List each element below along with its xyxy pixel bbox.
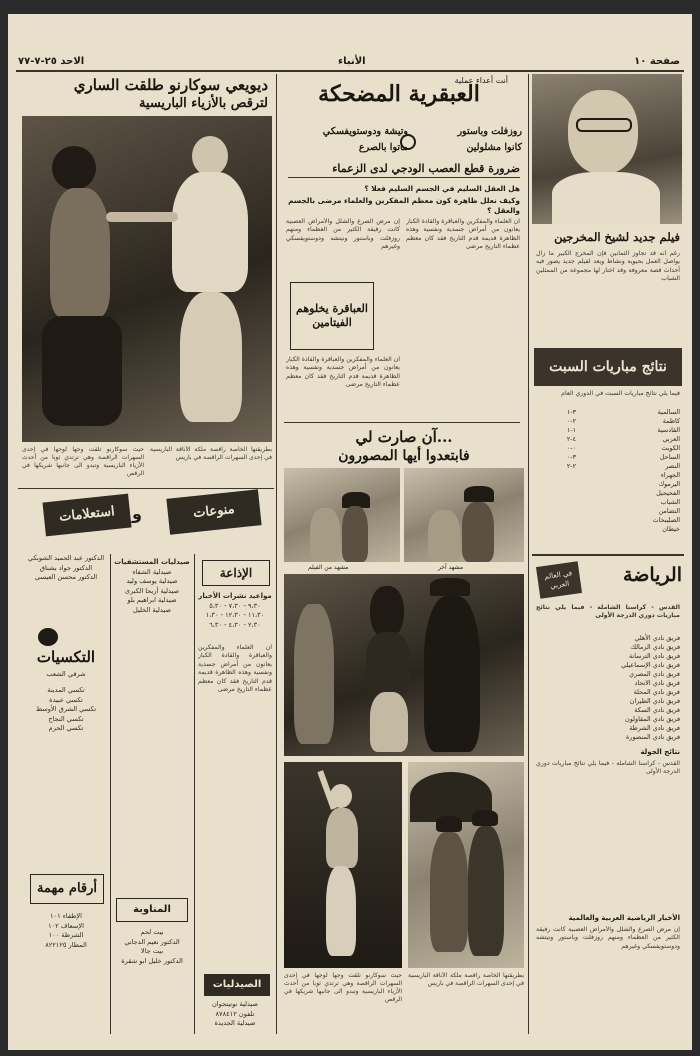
team: السالمية [657,408,680,416]
team: التضامن [658,507,680,515]
team: العربي [662,435,680,443]
newspaper-page [8,14,692,1050]
photo-couple-right [404,468,524,562]
taxi-entry: تكسي النجاح [48,714,84,723]
score: ٣-٠ [566,453,576,461]
team: خيطان [662,525,680,533]
photo-caption-a: مشهد من الفيلم [308,564,349,571]
genius-kicker: أنت أعداء عملية [454,76,508,85]
photo-headline-1: آن صارت لي... [355,428,453,446]
column-rule [276,74,277,1034]
genius-names-1: روزفلت وباستور [457,126,522,137]
genius-names-2: وتيشة ودوستويفسكي [322,126,408,137]
duty-entry: الدكتور خليل ابو شقرة [121,956,183,965]
newspaper-name: الأنباء [338,56,366,67]
score: ٠-٠ [566,444,576,452]
phone-entry: الإسعاف ١٠٢ [48,921,84,930]
dance-caption-right: بطريقتها الخاصة راقصة ملكة الأناقة الباريسية في إحدى السهرات الراقصة في باريس [150,446,272,461]
genius-body-continued: أن العلماء والمفكرين والعباقرة والقادة الكبار يعانون من أمراض جسدية ونفسية وهذه الظاهرة قديمة قدم التاريخ فقد كان معظم عظماء التاريخ مرضى [286,356,400,389]
sports-intro: القدس - كراسنا الشاملة - فيما يلي نتائج مباريات دوري الدرجة الأولى [536,604,680,620]
genius-body-left: إن مرض الصرع والشلل والأمراض العصبية كانت رفيقة الكثير من العظماء ومنهم روزفلت وباستور ونيتشه ودوستويفسكي وغيرهم [286,218,400,251]
doctor-entry: الدكتور جواد بشناق [39,563,93,572]
issue-date: الاحد ٢٥-٧-٧٧ [18,56,85,67]
photo-caption-bottom-left: حيث سوكارنو تلقت وجها لوجها في إحدى السهرات الراقصة وهي ترتدي ثوبا من أحدث الأزياء الباريسية وتبدو الى جانبها شريكها في الرقص [284,972,402,1003]
sports-foot-head: الأخبار الرياضية العربية والعالمية [568,914,680,922]
pharmacies-banner: الصيدليات [204,974,270,996]
pharmacy-entry: صيدلية ابراهيم بلو [127,596,177,605]
sports-row: فريق نادي الترسانة [628,652,680,660]
photo-caption-b: مشهد آخر [438,564,464,571]
sports-row: فريق نادي الأهلي [634,634,680,642]
sports-row: فريق نادي المنصورة [626,733,680,741]
team: الفحيحيل [656,489,680,497]
doctor-entry: الدكتور عبد الحميد الشوبكي [27,554,105,562]
score: ٢-٢ [566,462,576,470]
photo-caption-bottom-right: بطريقتها الخاصة راقصة ملكة الأناقة الباريسية في إحدى السهرات الراقصة في باريس [408,972,524,987]
sports-list [536,634,680,742]
genius-point-1: هل العقل السليم في الجسم السليم فعلا ؟ [364,184,520,193]
director-portrait [532,74,682,224]
phone-entry: الإطفاء ١٠١ [49,912,82,920]
sports-badge: في العالم العربي [536,561,582,599]
film-headline: فيلم جديد لشيخ المخرجين [554,230,680,244]
taxi-icon [38,628,58,646]
taxis-sub: شرقي الشعب [46,670,86,678]
radio-program-text: أن العلماء والمفكرين والعباقرة والقادة الكبار يعانون من أمراض جسدية ونفسية وهذه الظاهرة قديمة قدم التاريخ فقد كان معظم عظماء التاريخ مرضى [198,644,272,694]
night-duty-title: المناوبة [116,898,188,922]
genius-names-3: كانوا مشلولين [466,142,522,153]
page-number: صفحة ١٠ [634,56,680,67]
taxi-entry: تكسي المدينة [47,686,85,694]
duty-list [112,928,192,966]
phone-entry: المطار ٨٢٢١٢٥ [45,940,87,949]
duty-entry: الدكتور نعيم الدجاني [124,937,180,946]
pharm-night-entry: صيدلية الجديدة [214,1019,256,1028]
taxis-title: التكسيات [36,648,96,666]
and-glyph: و [132,504,142,523]
radio-line: مواعيد نشرات الأخبار [198,592,272,600]
phone-list [24,912,108,950]
results-scores-col [536,408,576,534]
numbers-title: أرقام مهمة [30,874,104,904]
dance-photo [22,116,272,442]
sports-row: فريق نادي السكة [634,706,680,714]
score: ٢-٠ [566,417,576,425]
film-body: رغم أنه قد تجاوز الثمانين فإن المخرج الكبير ما زال يواصل العمل بحيوية ونشاط ويعد لفيلم جديد يصور فيه أحداث قصة معروفة وقد اختار لها مجموعة من الممثلين الشباب [536,250,680,283]
pharmacy-entry: صيدلية الشفاء [132,567,172,576]
team: النصر [665,462,680,470]
sports-row: فريق نادي المحلة [633,688,680,696]
photo-pair-standing [284,574,524,756]
photo-umbrella-pair [408,762,524,968]
sports-row: فريق نادي الزمالك [630,643,680,651]
results-intro: فيما يلي نتائج مباريات السبت في الدوري العام [561,390,680,397]
sports-row: فريق نادي الشرطة [629,724,680,732]
team: الصليبخات [652,516,680,524]
genius-names-4: ماتوا بالصرع [358,142,408,153]
radio-title: الإذاعة [202,560,270,586]
taxi-entry: تكسي الحرم [48,724,84,733]
doctor-entry: الدكتور محسن العيسى [34,573,98,582]
genius-point-2: وكيف نعلل ظاهرة كون معظم المفكرين والعلماء مرضى بالجسم والعقل ؟ [288,196,520,215]
pharm-night-entry: صيدلية نوتيتجوان [211,1000,259,1008]
radio-schedule [196,592,274,630]
team: القادسية [657,426,680,434]
dance-caption-left: حيث سوكارنو تلقت وجها لوجها في إحدى السهرات الراقصة وهي ترتدي ثوبا من أحدث الأزياء الباريسية وتبدو الى جانبها شريكها في الرقص [22,446,144,477]
taxi-list [24,686,108,734]
results-table [536,408,680,534]
team: الجهراء [660,471,680,479]
sports-section-head: نتائج الجولة [640,748,680,756]
score: ٤-٢ [566,435,576,443]
sports-row: فريق نادي الإسماعيلي [621,661,680,669]
info-banner: استعلامات [42,494,131,537]
sports-foot-body: إن مرض الصرع والشلل والأمراض العصبية كانت رفيقة الكثير من العظماء ومنهم روزفلت وباستور ونيتشه ودوستويفسكي وغيرهم [536,926,680,950]
team: اليرموك [658,480,680,488]
genius-subhead: ضرورة قطع العصب الودجي لدى الزعماء [288,162,520,178]
radio-line: ١١،٣٠ - ١٢،٣٠ - ١،٣٠ [205,611,265,620]
results-banner: نتائج مباريات السبت [534,348,682,386]
team: الكويت [661,444,680,452]
sports-row: فريق نادي المصري [629,670,680,678]
radio-line: ٩،٣٠ - ٧،٣٠ - ٥،٣٠ [209,601,261,610]
sports-row: فريق نادي المقاولون [625,715,680,723]
sports-body: القدس - كراسنا الشاملة - فيما يلي نتائج مباريات دوري الدرجة الأولى [536,760,680,776]
photo-couple-left [284,468,400,562]
misc-banner: منوعات [166,489,261,534]
doctors-column [24,554,108,583]
genius-body-right: أن العلماء والمفكرين والعباقرة والقادة الكبار يعانون من أمراض جسدية ونفسية وهذه الظاهرة قديمة قدم التاريخ فقد كان معظم عظماء التاريخ مرضى [406,218,520,251]
sports-row: فريق نادي الطيران [629,697,680,705]
taxi-entry: تكسي الشرق الأوسط [35,705,97,714]
pharmacy-dept: صيدليات المستشفيات [114,558,190,566]
dance-headline-2: لترقص بالأزياء الباريسية [138,96,268,111]
pharmacy-entry: صيدلية الخليل [133,605,171,614]
pharm-night-entry: تلفون ٨٧٨٤١٢ [215,1009,255,1018]
dance-headline-1: ديويعي سوكارنو طلقت الساري [73,76,268,94]
duty-entry: بيت جالا [140,947,164,956]
sports-row: فريق نادي الاتحاد [634,679,680,687]
pharmacy-entry: صيدلية أريحا الكبرى [124,586,180,595]
photo-headline-2: فابتعدوا أيها المصورون [338,448,470,464]
team: الساحل [659,453,680,461]
score: ١-١ [566,426,576,434]
pharmacy-night-list [196,1000,274,1029]
pharmacy-column [112,558,192,616]
team: كاظمة [662,417,680,425]
photo-woman-posing [284,762,402,968]
radio-line: ٢،٣٠ - ٤،٣٠ - ٦،٣٠ [209,620,261,629]
team: الشباب [660,498,680,506]
score: ٣-١ [566,408,576,416]
genius-headline: العبقرية المضحكة [318,81,480,107]
pharmacy-entry: صيدلية يوسف وليد [126,577,178,586]
header-rule [16,70,684,72]
duty-entry: بيت لحم [140,928,164,936]
results-teams-col [580,408,680,534]
phone-entry: الشرطة ١٠٠ [48,931,84,940]
taxi-entry: تكسي عبيدة [49,695,83,704]
quote-box [290,282,374,350]
sports-title: الرياضة [623,564,682,586]
quote-text: العباقرة يخلوهم الفيتامين [296,302,368,329]
